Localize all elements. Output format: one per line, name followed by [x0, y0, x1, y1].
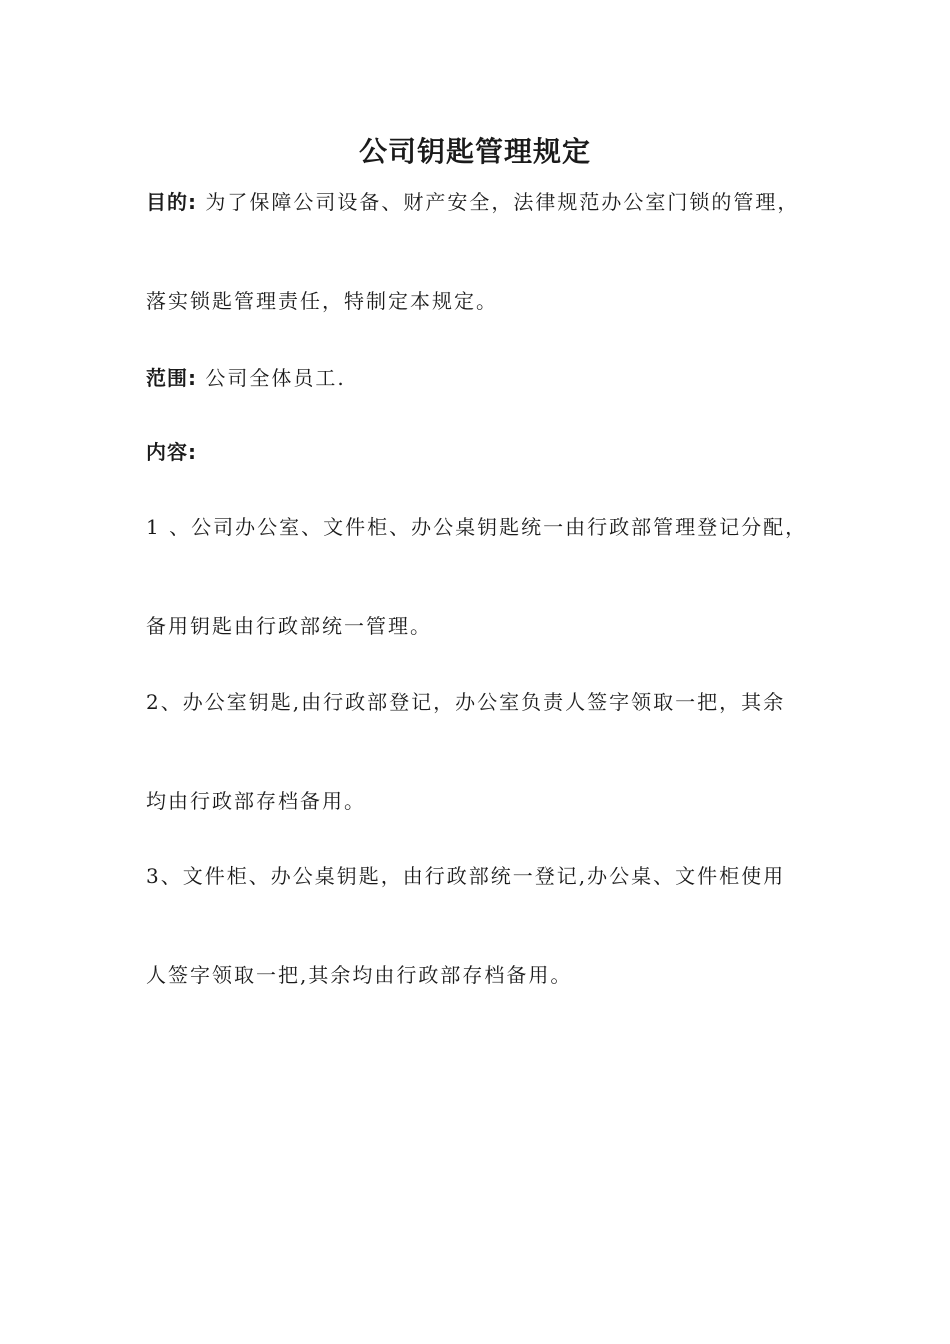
purpose-label: 目的: — [146, 190, 197, 214]
scope-text: 公司全体员工. — [205, 366, 346, 390]
content-item-1-line-1: 1 、公司办公室、文件柜、办公桌钥匙统一由行政部管理登记分配， — [146, 515, 808, 539]
scope-line — [146, 364, 346, 392]
purpose-text-1: 为了保障公司设备、财产安全，法律规范办公室门锁的管理， — [205, 190, 800, 214]
content-item-2-line-2: 均由行政部存档备用。 — [146, 789, 366, 813]
content-item-3-line-2: 人签字领取一把,其余均由行政部存档备用。 — [146, 963, 573, 987]
content-label: 内容: — [146, 440, 197, 464]
purpose-line-1 — [146, 188, 799, 216]
purpose-line-2: 落实锁匙管理责任，特制定本规定。 — [146, 289, 498, 313]
content-item-1-line-2: 备用钥匙由行政部统一管理。 — [146, 614, 432, 638]
document-title: 公司钥匙管理规定 — [358, 135, 591, 168]
content-item-2-line-1: 2、办公室钥匙,由行政部登记，办公室负责人签字领取一把，其余 — [146, 690, 786, 714]
content-item-3-line-1: 3、文件柜、办公桌钥匙，由行政部统一登记,办公桌、文件柜使用 — [146, 864, 786, 888]
scope-label: 范围: — [146, 366, 197, 390]
